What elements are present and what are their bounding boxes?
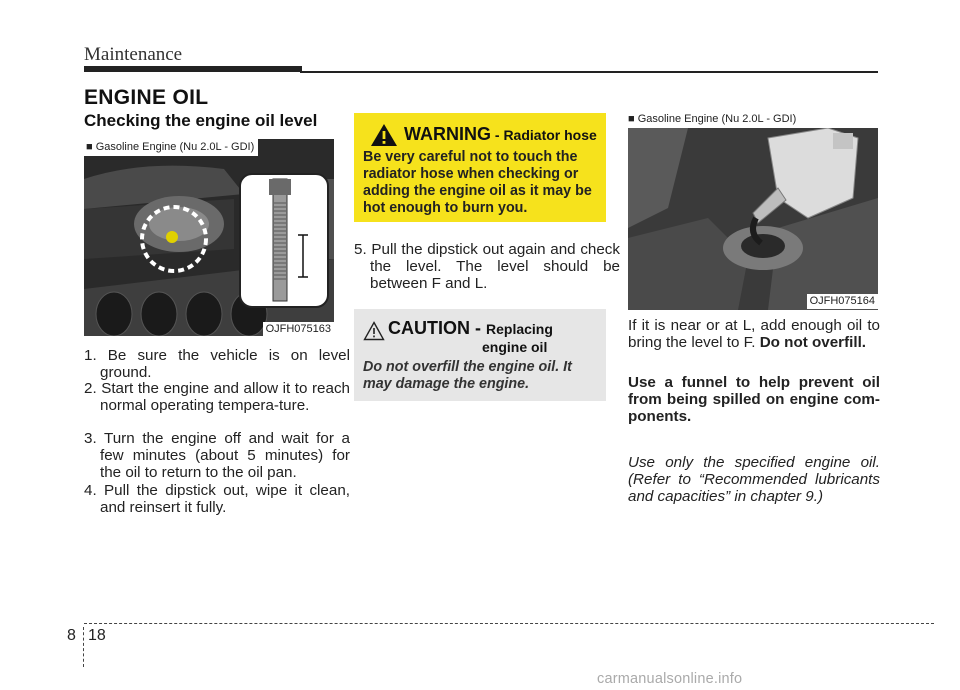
oil-filling-illustration <box>628 128 878 310</box>
caution-triangle-icon <box>363 321 385 341</box>
footer-divider <box>83 627 84 667</box>
paragraph-add-oil-normal: If it is near or at L, add enough oil to bring the level to F. <box>628 317 880 351</box>
caution-label: CAUTION - <box>388 318 486 338</box>
paragraph-add-oil <box>628 317 880 351</box>
section-title: Maintenance <box>84 44 183 65</box>
subsection-title: Checking the engine oil level <box>84 111 318 130</box>
step-1: 1. Be sure the vehicle is on level ground. <box>84 347 350 381</box>
page-title: ENGINE OIL <box>84 86 209 109</box>
figure-caption-right: ■ Gasoline Engine (Nu 2.0L - GDI) <box>628 113 797 125</box>
caution-title <box>388 318 553 355</box>
warning-title <box>404 124 597 145</box>
caution-box <box>354 309 606 401</box>
warning-triangle-icon <box>370 123 398 147</box>
footer-rule <box>84 623 934 624</box>
warning-text: Be very careful not to touch the radiator hose when checking or adding the engine oil as it may be hot enough to burn you. <box>363 149 592 216</box>
warning-topic: - Radiator hose <box>491 127 597 143</box>
warning-label: WARNING <box>404 124 491 144</box>
step-5: 5. Pull the dipstick out again and check the level. The level should be between F and L. <box>354 241 620 292</box>
header-rule-thin <box>300 71 878 73</box>
dipstick-inset <box>239 173 329 308</box>
figure-adding-oil <box>628 128 878 310</box>
step-3: 3. Turn the engine off and wait for a few minutes (about 5 minutes) for the oil to return to the oil pan. <box>84 430 350 481</box>
paragraph-funnel: Use a funnel to help prevent oil from being spilled on engine com-ponents. <box>628 374 880 425</box>
header-rule-thick <box>84 66 302 72</box>
warning-box <box>354 113 606 222</box>
paragraph-add-oil-bold: Do not overfill. <box>759 334 867 351</box>
figure-caption: ■ Gasoline Engine (Nu 2.0L - GDI) <box>84 139 258 156</box>
watermark: carmanualsonline.info <box>597 671 743 687</box>
figure-code-right: OJFH075164 <box>807 294 878 309</box>
caution-topic-1: Replacing <box>486 321 553 337</box>
chapter-number: 8 <box>67 627 76 644</box>
figure-dipstick-location <box>84 139 334 336</box>
caution-text: Do not overfill the engine oil. It may damage the engine. <box>363 359 572 392</box>
step-2: 2. Start the engine and allow it to reach normal operating tempera-ture. <box>84 380 350 414</box>
paragraph-specified-oil: Use only the specified engine oil. (Refer to “Recommended lubricants and capacities” in chapter 9.) <box>628 454 880 505</box>
step-4: 4. Pull the dipstick out, wipe it clean, and reinsert it fully. <box>84 482 350 516</box>
caution-topic-2: engine oil <box>482 339 548 355</box>
page-number: 18 <box>88 627 106 644</box>
figure-code: OJFH075163 <box>263 322 334 336</box>
